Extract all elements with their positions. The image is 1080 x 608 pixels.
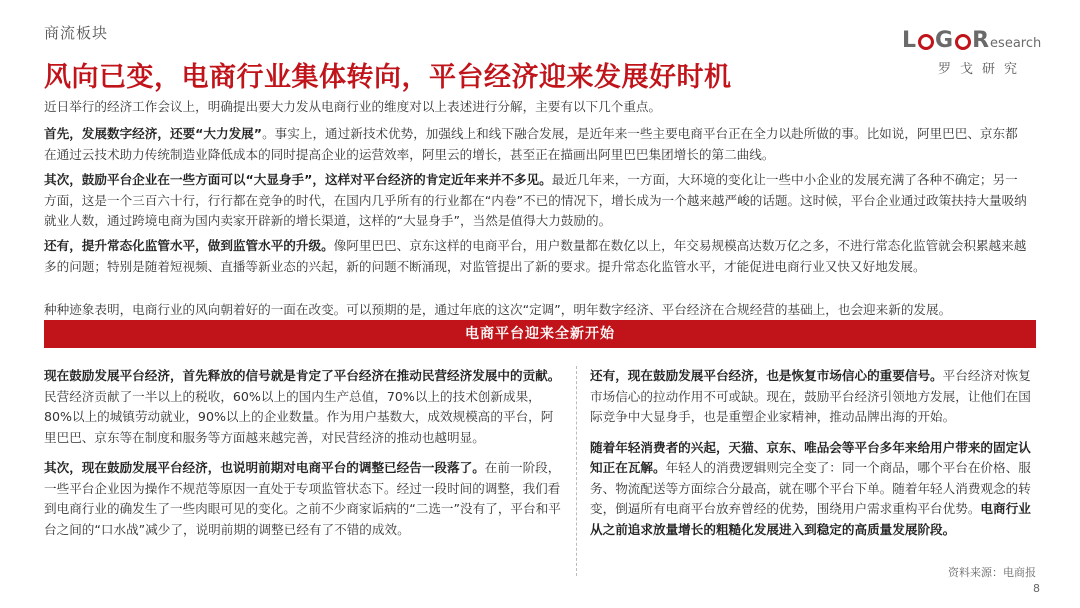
left-paragraph	[44, 458, 564, 540]
logo-research: esearch	[990, 36, 1042, 51]
left-bold: 现在鼓励发展平台经济，首先释放的信号就是肯定了平台经济在推动民营经济发展中的贡献。	[44, 368, 561, 383]
logo	[902, 28, 1042, 78]
logo-ring-icon	[918, 34, 934, 50]
logo-chinese: 罗戈研究	[938, 62, 1027, 77]
left-column	[44, 366, 564, 550]
logo-wordmark	[902, 28, 1041, 53]
right-column	[590, 366, 1034, 550]
intro-paragraph	[44, 236, 1030, 277]
logo-ring-icon	[955, 34, 971, 50]
column-divider	[576, 366, 577, 576]
intro-bold: 还有，提升常态化监管水平，做到监管水平的升级。	[44, 238, 334, 253]
left-text: 在前一阶段，一些平台企业因为操作不规范等原因一直处于专项监管状态下。经过一段时间的调整，我们看到电商行业的确发生了一些肉眼可见的变化。之前不少商家诟病的“二选一”没有了，平台和平台之间的“口水战”减少了，说明前期的调整已经有了不错的成效。	[44, 460, 561, 537]
source-note: 资料来源：电商报	[948, 566, 1036, 579]
intro-bold: 首先，发展数字经济，还要“大力发展”	[44, 126, 263, 141]
right-paragraph	[590, 438, 1034, 541]
intro-paragraph	[44, 124, 1030, 165]
intro-paragraph: 近日举行的经济工作会议上，明确提出要大力发从电商行业的维度对以上表述进行分解，主要有以下几个重点。	[44, 99, 662, 114]
right-text: 平台经济对恢复市场信心的拉动作用不可或缺。现在，鼓励平台经济引领地方发展，让他们在国际竞争中大显身手，也是重塑企业家精神，推动品牌出海的开始。	[590, 368, 1031, 424]
right-paragraph	[590, 366, 1034, 428]
intro-text: 。事实上，通过新技术优势，加强线上和线下融合发展，是近年来一些主要电商平台正在全力以赴所做的事。比如说，阿里巴巴、京东都在通过云技术助力传统制造业降低成本的同时提高企业的运营效率，阿里云的增长，甚至正在描画出阿里巴巴集团增长的第二曲线。	[44, 126, 1018, 162]
intro-bold: 其次，鼓励平台企业在一些方面可以“大显身手”，这样对平台经济的肯定近年来并不多见。	[44, 172, 552, 187]
page-title: 风向已变，电商行业集体转向，平台经济迎来发展好时机	[44, 62, 732, 93]
intro-text: 最近几年来，一方面，大环境的变化让一些中小企业的发展充满了各种不确定；另一方面，这是一个三百六十行，行行都在竞争的时代，在国内几乎所有的行业都在“内卷”不已的情况下，增长成为一个越来越严峻的话题。这时候，平台企业通过政策扶持大量吸纳就业人数，通过跨境电商为国内卖家开辟新的增长渠道，这样的“大显身手”，当然是值得大力鼓励的。	[44, 172, 1027, 228]
right-bold: 随着年轻消费者的兴起，天猫、京东、唯品会等平台多年来给用户带来的固定认知正在瓦解。	[590, 439, 1031, 475]
logo-letter-r: R	[972, 28, 991, 53]
logo-letter-g: G	[935, 28, 955, 53]
left-bold: 其次，现在鼓励发展平台经济，也说明前期对电商平台的调整已经告一段落了。	[44, 460, 485, 475]
intro-text: 像阿里巴巴、京东这样的电商平台，用户数量都在数亿以上，年交易规模高达数万亿之多，不进行常态化监管就会积累越来越多的问题；特别是随着短视频、直播等新业态的兴起，新的问题不断涌现，对监管提出了新的要求。提升常态化监管水平，才能促进电商行业又快又好地发展。	[44, 238, 1027, 274]
right-bold: 还有，现在鼓励发展平台经济，也是恢复市场信心的重要信号。	[590, 368, 943, 383]
logo-letter-l: L	[902, 28, 918, 53]
intro-paragraph: 种种迹象表明，电商行业的风向朝着好的一面在改变。可以预期的是，通过年底的这次“定调”，明年数字经济、平台经济在合规经营的基础上，也会迎来新的发展。	[44, 302, 952, 317]
left-text: 民营经济贡献了一半以上的税收，60%以上的国内生产总值，70%以上的技术创新成果，80%以上的城镇劳动就业，90%以上的企业数量。作为用户基数大，成效规模高的平台，阿里巴巴、京东等在制度和服务等方面越来越完善，对民营经济的推动也越明显。	[44, 388, 554, 445]
page-number: 8	[1033, 582, 1040, 595]
right-bold: 电商行业从之前追求放量增长的粗糙化发展进入到稳定的高质量发展阶段。	[590, 501, 1031, 537]
section-label: 商流板块	[44, 24, 109, 42]
section-banner: 电商平台迎来全新开始	[44, 320, 1036, 348]
left-paragraph	[44, 366, 564, 448]
intro-paragraph	[44, 170, 1030, 232]
right-text: 年轻人的消费逻辑则完全变了：同一个商品，哪个平台在价格、服务、物流配送等方面综合分最高，就在哪个平台下单。随着年轻人消费观念的转变，倒逼所有电商平台放弃曾经的优势，围绕用户需求重构平台优势。	[590, 460, 1031, 516]
